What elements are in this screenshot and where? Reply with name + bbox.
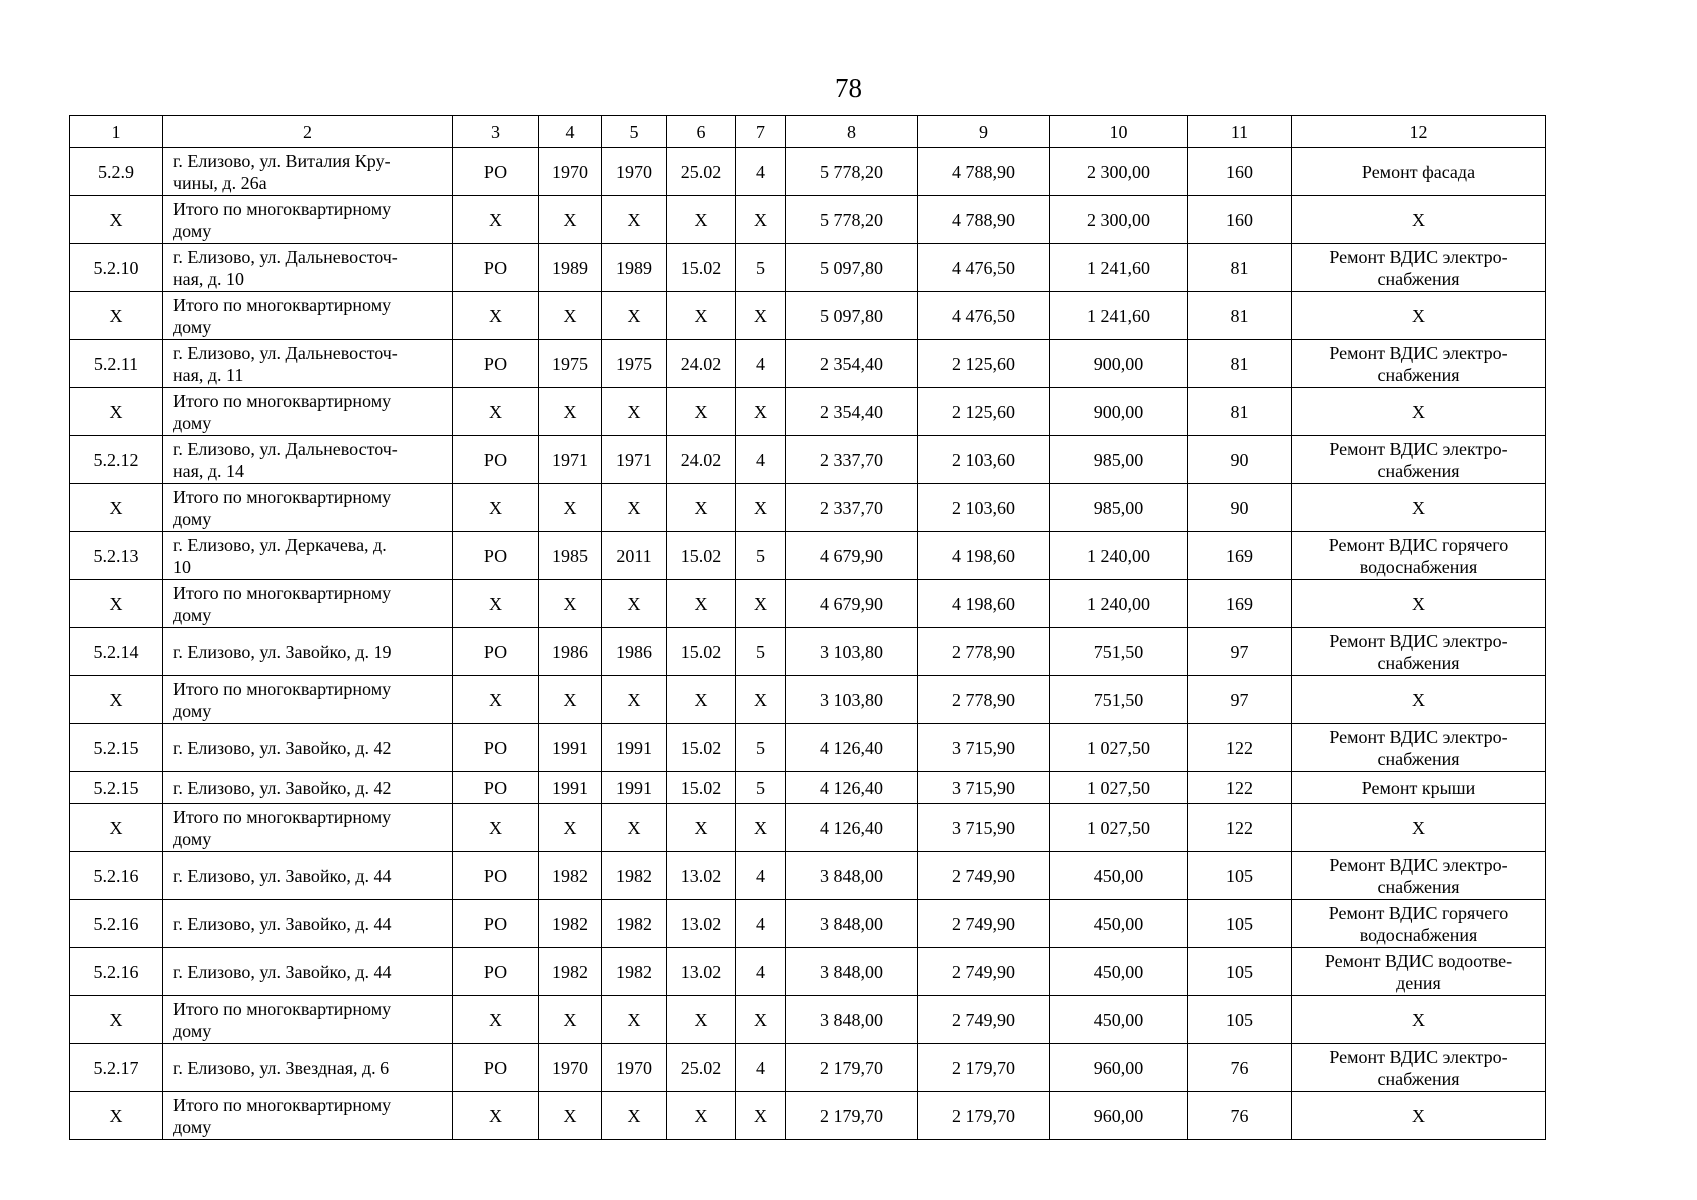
owner-cell: Х xyxy=(453,1092,539,1140)
row-number-cell: 5.2.16 xyxy=(70,852,163,900)
owner-cell: РО xyxy=(453,724,539,772)
area-total-cell: 5 097,80 xyxy=(786,292,918,340)
year-commission-cell: Х xyxy=(602,1092,667,1140)
column-header: 7 xyxy=(736,116,786,148)
table-row xyxy=(70,628,1546,676)
floors-cell: Х xyxy=(736,484,786,532)
area-residential-cell: 2 749,90 xyxy=(918,996,1050,1044)
row-number-cell: 5.2.17 xyxy=(70,1044,163,1092)
year-commission-cell: 1991 xyxy=(602,724,667,772)
work-type-cell: Х xyxy=(1292,292,1546,340)
material-cell: Х xyxy=(667,196,736,244)
owner-cell: РО xyxy=(453,948,539,996)
cost-cell: 960,00 xyxy=(1050,1044,1188,1092)
area-residential-cell: 2 778,90 xyxy=(918,676,1050,724)
floors-cell: Х xyxy=(736,292,786,340)
cost-cell: 1 240,00 xyxy=(1050,532,1188,580)
owner-cell: РО xyxy=(453,628,539,676)
material-cell: 13.02 xyxy=(667,948,736,996)
row-number-cell: 5.2.10 xyxy=(70,244,163,292)
residents-cell: 105 xyxy=(1188,996,1292,1044)
row-number-cell: Х xyxy=(70,580,163,628)
row-number-cell: 5.2.13 xyxy=(70,532,163,580)
year-built-cell: Х xyxy=(539,996,602,1044)
work-type-cell: Х xyxy=(1292,388,1546,436)
year-built-cell: 1982 xyxy=(539,852,602,900)
residents-cell: 105 xyxy=(1188,900,1292,948)
material-cell: Х xyxy=(667,1092,736,1140)
year-built-cell: 1991 xyxy=(539,772,602,804)
column-header: 3 xyxy=(453,116,539,148)
table-row xyxy=(70,772,1546,804)
year-commission-cell: 2011 xyxy=(602,532,667,580)
material-cell: Х xyxy=(667,388,736,436)
area-residential-cell: 2 103,60 xyxy=(918,484,1050,532)
year-built-cell: 1970 xyxy=(539,1044,602,1092)
material-cell: 15.02 xyxy=(667,244,736,292)
cost-cell: 751,50 xyxy=(1050,628,1188,676)
area-total-cell: 2 179,70 xyxy=(786,1044,918,1092)
row-number-cell: 5.2.15 xyxy=(70,772,163,804)
table-row xyxy=(70,804,1546,852)
floors-cell: 5 xyxy=(736,244,786,292)
year-commission-cell: Х xyxy=(602,996,667,1044)
year-commission-cell: 1986 xyxy=(602,628,667,676)
floors-cell: 5 xyxy=(736,724,786,772)
row-number-cell: Х xyxy=(70,1092,163,1140)
material-cell: 13.02 xyxy=(667,852,736,900)
table-row xyxy=(70,724,1546,772)
year-commission-cell: 1982 xyxy=(602,852,667,900)
work-type-cell: Х xyxy=(1292,676,1546,724)
address-cell: г. Елизово, ул. Дальневосточ- ная, д. 11 xyxy=(163,340,453,388)
floors-cell: Х xyxy=(736,996,786,1044)
table-row xyxy=(70,340,1546,388)
column-header: 10 xyxy=(1050,116,1188,148)
residents-cell: 169 xyxy=(1188,532,1292,580)
floors-cell: Х xyxy=(736,804,786,852)
material-cell: 15.02 xyxy=(667,772,736,804)
area-total-cell: 3 103,80 xyxy=(786,628,918,676)
work-type-cell: Ремонт фасада xyxy=(1292,148,1546,196)
area-total-cell: 4 126,40 xyxy=(786,772,918,804)
material-cell: 15.02 xyxy=(667,628,736,676)
row-number-cell: 5.2.16 xyxy=(70,948,163,996)
residents-cell: 90 xyxy=(1188,484,1292,532)
work-type-cell: Х xyxy=(1292,1092,1546,1140)
area-residential-cell: 2 125,60 xyxy=(918,388,1050,436)
owner-cell: РО xyxy=(453,772,539,804)
table-row xyxy=(70,484,1546,532)
cost-cell: 2 300,00 xyxy=(1050,196,1188,244)
residents-cell: 122 xyxy=(1188,772,1292,804)
header-row xyxy=(70,116,1546,148)
year-built-cell: 1982 xyxy=(539,948,602,996)
address-cell: Итого по многоквартирному дому xyxy=(163,996,453,1044)
table-row xyxy=(70,196,1546,244)
cost-cell: 960,00 xyxy=(1050,1092,1188,1140)
floors-cell: 4 xyxy=(736,148,786,196)
year-commission-cell: 1982 xyxy=(602,948,667,996)
work-type-cell: Х xyxy=(1292,996,1546,1044)
address-cell: г. Елизово, ул. Виталия Кру- чины, д. 26а xyxy=(163,148,453,196)
year-commission-cell: 1982 xyxy=(602,900,667,948)
floors-cell: 5 xyxy=(736,628,786,676)
floors-cell: Х xyxy=(736,580,786,628)
year-built-cell: Х xyxy=(539,292,602,340)
floors-cell: 5 xyxy=(736,532,786,580)
cost-cell: 900,00 xyxy=(1050,340,1188,388)
address-cell: Итого по многоквартирному дому xyxy=(163,1092,453,1140)
material-cell: Х xyxy=(667,676,736,724)
area-total-cell: 3 848,00 xyxy=(786,996,918,1044)
residents-cell: 160 xyxy=(1188,148,1292,196)
owner-cell: Х xyxy=(453,580,539,628)
work-type-cell: Ремонт ВДИС электро- снабжения xyxy=(1292,340,1546,388)
year-built-cell: 1982 xyxy=(539,900,602,948)
residents-cell: 105 xyxy=(1188,948,1292,996)
year-built-cell: 1971 xyxy=(539,436,602,484)
cost-cell: 1 240,00 xyxy=(1050,580,1188,628)
owner-cell: Х xyxy=(453,804,539,852)
address-cell: г. Елизово, ул. Завойко, д. 44 xyxy=(163,948,453,996)
data-table xyxy=(69,115,1546,1140)
area-residential-cell: 3 715,90 xyxy=(918,724,1050,772)
address-cell: Итого по многоквартирному дому xyxy=(163,484,453,532)
area-total-cell: 4 126,40 xyxy=(786,724,918,772)
owner-cell: Х xyxy=(453,196,539,244)
residents-cell: 76 xyxy=(1188,1044,1292,1092)
row-number-cell: Х xyxy=(70,292,163,340)
owner-cell: РО xyxy=(453,852,539,900)
row-number-cell: 5.2.12 xyxy=(70,436,163,484)
residents-cell: 81 xyxy=(1188,340,1292,388)
year-built-cell: Х xyxy=(539,580,602,628)
residents-cell: 81 xyxy=(1188,292,1292,340)
address-cell: г. Елизово, ул. Дальневосточ- ная, д. 10 xyxy=(163,244,453,292)
cost-cell: 450,00 xyxy=(1050,996,1188,1044)
residents-cell: 122 xyxy=(1188,724,1292,772)
area-residential-cell: 2 749,90 xyxy=(918,948,1050,996)
area-total-cell: 2 354,40 xyxy=(786,388,918,436)
year-built-cell: Х xyxy=(539,484,602,532)
row-number-cell: 5.2.15 xyxy=(70,724,163,772)
cost-cell: 450,00 xyxy=(1050,948,1188,996)
area-residential-cell: 4 198,60 xyxy=(918,580,1050,628)
area-residential-cell: 4 476,50 xyxy=(918,292,1050,340)
year-commission-cell: 1971 xyxy=(602,436,667,484)
residents-cell: 97 xyxy=(1188,676,1292,724)
table-row xyxy=(70,388,1546,436)
work-type-cell: Ремонт ВДИС электро- снабжения xyxy=(1292,1044,1546,1092)
area-total-cell: 2 179,70 xyxy=(786,1092,918,1140)
area-residential-cell: 4 198,60 xyxy=(918,532,1050,580)
year-built-cell: Х xyxy=(539,804,602,852)
residents-cell: 105 xyxy=(1188,852,1292,900)
address-cell: Итого по многоквартирному дому xyxy=(163,580,453,628)
area-residential-cell: 2 125,60 xyxy=(918,340,1050,388)
column-header: 4 xyxy=(539,116,602,148)
table-row xyxy=(70,292,1546,340)
address-cell: г. Елизово, ул. Деркачева, д. 10 xyxy=(163,532,453,580)
owner-cell: Х xyxy=(453,484,539,532)
table-row xyxy=(70,244,1546,292)
owner-cell: Х xyxy=(453,676,539,724)
row-number-cell: 5.2.11 xyxy=(70,340,163,388)
area-total-cell: 3 103,80 xyxy=(786,676,918,724)
year-built-cell: Х xyxy=(539,676,602,724)
area-total-cell: 5 097,80 xyxy=(786,244,918,292)
cost-cell: 1 241,60 xyxy=(1050,292,1188,340)
cost-cell: 985,00 xyxy=(1050,484,1188,532)
year-commission-cell: Х xyxy=(602,388,667,436)
area-total-cell: 2 337,70 xyxy=(786,484,918,532)
cost-cell: 751,50 xyxy=(1050,676,1188,724)
table-row xyxy=(70,948,1546,996)
area-total-cell: 4 679,90 xyxy=(786,532,918,580)
material-cell: Х xyxy=(667,996,736,1044)
residents-cell: 81 xyxy=(1188,388,1292,436)
table-row xyxy=(70,436,1546,484)
material-cell: Х xyxy=(667,292,736,340)
residents-cell: 169 xyxy=(1188,580,1292,628)
row-number-cell: Х xyxy=(70,996,163,1044)
work-type-cell: Ремонт ВДИС горячего водоснабжения xyxy=(1292,900,1546,948)
cost-cell: 450,00 xyxy=(1050,900,1188,948)
area-residential-cell: 2 749,90 xyxy=(918,900,1050,948)
cost-cell: 1 241,60 xyxy=(1050,244,1188,292)
column-header: 6 xyxy=(667,116,736,148)
material-cell: 25.02 xyxy=(667,1044,736,1092)
owner-cell: РО xyxy=(453,532,539,580)
row-number-cell: Х xyxy=(70,196,163,244)
material-cell: 13.02 xyxy=(667,900,736,948)
area-residential-cell: 2 179,70 xyxy=(918,1092,1050,1140)
area-total-cell: 2 337,70 xyxy=(786,436,918,484)
work-type-cell: Ремонт ВДИС электро- снабжения xyxy=(1292,436,1546,484)
year-commission-cell: Х xyxy=(602,196,667,244)
work-type-cell: Ремонт крыши xyxy=(1292,772,1546,804)
address-cell: г. Елизово, ул. Дальневосточ- ная, д. 14 xyxy=(163,436,453,484)
floors-cell: 4 xyxy=(736,340,786,388)
row-number-cell: Х xyxy=(70,484,163,532)
table-row xyxy=(70,532,1546,580)
address-cell: г. Елизово, ул. Завойко, д. 44 xyxy=(163,900,453,948)
address-cell: Итого по многоквартирному дому xyxy=(163,388,453,436)
area-total-cell: 3 848,00 xyxy=(786,948,918,996)
area-residential-cell: 3 715,90 xyxy=(918,772,1050,804)
year-built-cell: 1991 xyxy=(539,724,602,772)
owner-cell: РО xyxy=(453,340,539,388)
year-commission-cell: 1970 xyxy=(602,148,667,196)
residents-cell: 160 xyxy=(1188,196,1292,244)
owner-cell: РО xyxy=(453,148,539,196)
year-built-cell: 1975 xyxy=(539,340,602,388)
area-residential-cell: 4 788,90 xyxy=(918,148,1050,196)
year-built-cell: 1970 xyxy=(539,148,602,196)
year-commission-cell: 1970 xyxy=(602,1044,667,1092)
table-row xyxy=(70,852,1546,900)
address-cell: Итого по многоквартирному дому xyxy=(163,292,453,340)
area-total-cell: 4 679,90 xyxy=(786,580,918,628)
cost-cell: 450,00 xyxy=(1050,852,1188,900)
material-cell: 24.02 xyxy=(667,340,736,388)
work-type-cell: Х xyxy=(1292,804,1546,852)
area-total-cell: 2 354,40 xyxy=(786,340,918,388)
residents-cell: 81 xyxy=(1188,244,1292,292)
column-header: 5 xyxy=(602,116,667,148)
cost-cell: 900,00 xyxy=(1050,388,1188,436)
owner-cell: РО xyxy=(453,244,539,292)
floors-cell: 4 xyxy=(736,436,786,484)
year-commission-cell: 1989 xyxy=(602,244,667,292)
work-type-cell: Х xyxy=(1292,484,1546,532)
area-total-cell: 5 778,20 xyxy=(786,148,918,196)
area-residential-cell: 3 715,90 xyxy=(918,804,1050,852)
year-commission-cell: 1991 xyxy=(602,772,667,804)
owner-cell: РО xyxy=(453,1044,539,1092)
row-number-cell: 5.2.9 xyxy=(70,148,163,196)
address-cell: Итого по многоквартирному дому xyxy=(163,804,453,852)
area-residential-cell: 2 179,70 xyxy=(918,1044,1050,1092)
table-row xyxy=(70,1044,1546,1092)
table-row xyxy=(70,580,1546,628)
row-number-cell: Х xyxy=(70,804,163,852)
floors-cell: Х xyxy=(736,388,786,436)
floors-cell: Х xyxy=(736,196,786,244)
residents-cell: 76 xyxy=(1188,1092,1292,1140)
floors-cell: 5 xyxy=(736,772,786,804)
year-built-cell: Х xyxy=(539,1092,602,1140)
area-total-cell: 4 126,40 xyxy=(786,804,918,852)
page-number: 78 xyxy=(835,73,862,103)
table-row xyxy=(70,1092,1546,1140)
address-cell: г. Елизово, ул. Завойко, д. 42 xyxy=(163,724,453,772)
row-number-cell: 5.2.14 xyxy=(70,628,163,676)
material-cell: Х xyxy=(667,804,736,852)
area-total-cell: 5 778,20 xyxy=(786,196,918,244)
address-cell: г. Елизово, ул. Завойко, д. 19 xyxy=(163,628,453,676)
owner-cell: Х xyxy=(453,388,539,436)
address-cell: Итого по многоквартирному дому xyxy=(163,196,453,244)
cost-cell: 2 300,00 xyxy=(1050,148,1188,196)
column-header: 2 xyxy=(163,116,453,148)
table-row xyxy=(70,900,1546,948)
work-type-cell: Ремонт ВДИС электро- снабжения xyxy=(1292,852,1546,900)
year-commission-cell: Х xyxy=(602,804,667,852)
material-cell: Х xyxy=(667,484,736,532)
area-residential-cell: 2 103,60 xyxy=(918,436,1050,484)
owner-cell: Х xyxy=(453,996,539,1044)
owner-cell: РО xyxy=(453,436,539,484)
year-built-cell: Х xyxy=(539,388,602,436)
work-type-cell: Х xyxy=(1292,580,1546,628)
cost-cell: 1 027,50 xyxy=(1050,804,1188,852)
year-commission-cell: 1975 xyxy=(602,340,667,388)
year-built-cell: 1989 xyxy=(539,244,602,292)
address-cell: г. Елизово, ул. Завойко, д. 44 xyxy=(163,852,453,900)
area-total-cell: 3 848,00 xyxy=(786,900,918,948)
year-built-cell: Х xyxy=(539,196,602,244)
residents-cell: 122 xyxy=(1188,804,1292,852)
area-total-cell: 3 848,00 xyxy=(786,852,918,900)
area-residential-cell: 4 788,90 xyxy=(918,196,1050,244)
column-header: 11 xyxy=(1188,116,1292,148)
work-type-cell: Ремонт ВДИС электро- снабжения xyxy=(1292,724,1546,772)
year-commission-cell: Х xyxy=(602,484,667,532)
table-row xyxy=(70,996,1546,1044)
column-header: 1 xyxy=(70,116,163,148)
work-type-cell: Ремонт ВДИС электро- снабжения xyxy=(1292,628,1546,676)
work-type-cell: Ремонт ВДИС водоотве- дения xyxy=(1292,948,1546,996)
material-cell: 25.02 xyxy=(667,148,736,196)
owner-cell: РО xyxy=(453,900,539,948)
material-cell: 24.02 xyxy=(667,436,736,484)
row-number-cell: Х xyxy=(70,676,163,724)
work-type-cell: Ремонт ВДИС электро- снабжения xyxy=(1292,244,1546,292)
year-commission-cell: Х xyxy=(602,580,667,628)
residents-cell: 97 xyxy=(1188,628,1292,676)
cost-cell: 1 027,50 xyxy=(1050,772,1188,804)
owner-cell: Х xyxy=(453,292,539,340)
floors-cell: 4 xyxy=(736,900,786,948)
year-built-cell: 1985 xyxy=(539,532,602,580)
area-residential-cell: 2 749,90 xyxy=(918,852,1050,900)
year-commission-cell: Х xyxy=(602,292,667,340)
floors-cell: Х xyxy=(736,1092,786,1140)
address-cell: Итого по многоквартирному дому xyxy=(163,676,453,724)
column-header: 9 xyxy=(918,116,1050,148)
table-body xyxy=(70,116,1546,1140)
material-cell: 15.02 xyxy=(667,532,736,580)
row-number-cell: 5.2.16 xyxy=(70,900,163,948)
residents-cell: 90 xyxy=(1188,436,1292,484)
floors-cell: 4 xyxy=(736,852,786,900)
column-header: 12 xyxy=(1292,116,1546,148)
cost-cell: 985,00 xyxy=(1050,436,1188,484)
row-number-cell: Х xyxy=(70,388,163,436)
area-residential-cell: 2 778,90 xyxy=(918,628,1050,676)
material-cell: 15.02 xyxy=(667,724,736,772)
table-row xyxy=(70,676,1546,724)
work-type-cell: Ремонт ВДИС горячего водоснабжения xyxy=(1292,532,1546,580)
floors-cell: 4 xyxy=(736,1044,786,1092)
column-header: 8 xyxy=(786,116,918,148)
area-residential-cell: 4 476,50 xyxy=(918,244,1050,292)
material-cell: Х xyxy=(667,580,736,628)
year-built-cell: 1986 xyxy=(539,628,602,676)
work-type-cell: Х xyxy=(1292,196,1546,244)
year-commission-cell: Х xyxy=(602,676,667,724)
address-cell: г. Елизово, ул. Завойко, д. 42 xyxy=(163,772,453,804)
floors-cell: Х xyxy=(736,676,786,724)
address-cell: г. Елизово, ул. Звездная, д. 6 xyxy=(163,1044,453,1092)
cost-cell: 1 027,50 xyxy=(1050,724,1188,772)
floors-cell: 4 xyxy=(736,948,786,996)
table-row xyxy=(70,148,1546,196)
